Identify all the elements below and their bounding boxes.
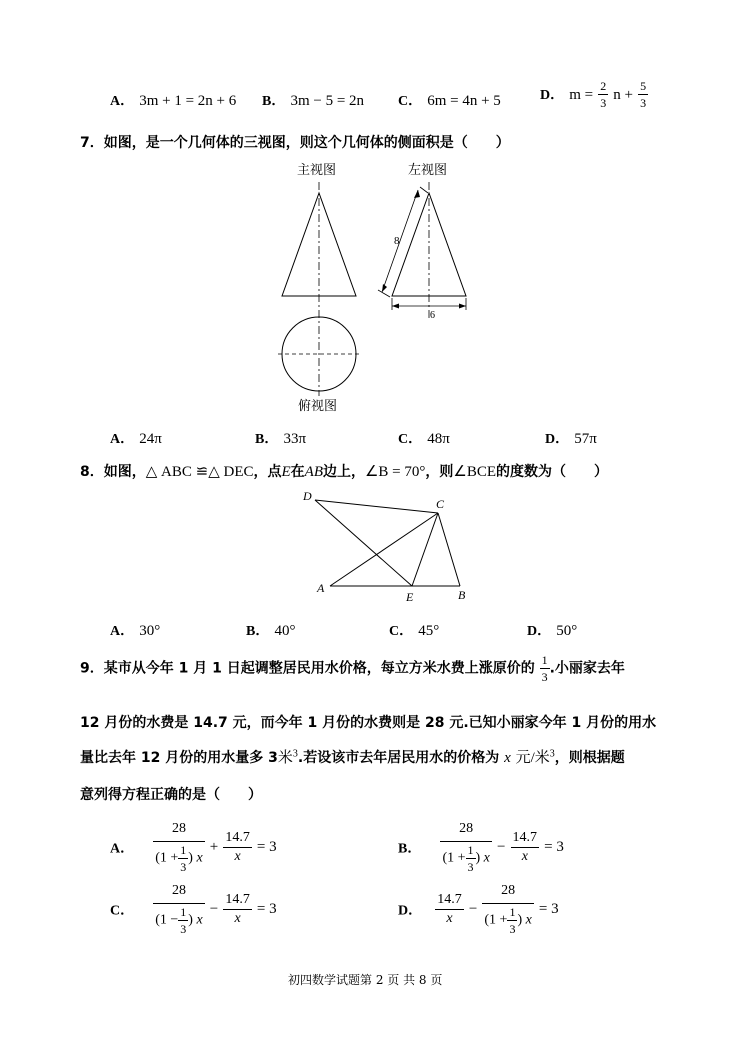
top-view-label: 俯视图 (298, 399, 338, 414)
front-view-label: 主视图 (297, 163, 337, 178)
q9-stem-line1: 9．某市从今年 1 月 1 日起调整居民用水价格，每立方米水费上涨原价的 $\frac{1}{3}$ .小丽家去年 (80, 653, 625, 684)
q6-option-b-text: 3m − 5 = 2n (290, 93, 365, 109)
base-length-label: 6 (430, 310, 435, 321)
page-footer: 初四数学试题第 2 页 共 8 页 (288, 973, 443, 987)
q6-option-d: D． m = $\frac{2}{3}$ n + $\frac{5}{3}$ (540, 79, 647, 110)
left-view-label: 左视图 (408, 163, 448, 178)
q6-option-c: C． 6m = 4n + 5 (398, 93, 501, 109)
segment-de (315, 500, 412, 586)
q9-option-c: C． 28 (1 − $\frac{1}{3}$ ) x − $\frac{14.7}{x}$ = 3 (110, 883, 277, 936)
segment-ec (412, 513, 438, 586)
point-d-label: D (303, 489, 312, 503)
segment-bc (438, 513, 460, 586)
point-e-label: E (406, 590, 414, 604)
q7-option-a: A． 24π (110, 431, 162, 447)
slant-dimension-line (382, 190, 418, 292)
point-b-label: B (458, 588, 466, 602)
q7-option-d: D． 57π (545, 431, 597, 447)
q8-option-d: D． 50° (527, 623, 578, 639)
q9-stem-line3: 量比去年 12 月份的用水量多 3米$^3$.若设该市去年居民用水的价格为 x 元/米$^3$，则根据题 (80, 748, 625, 766)
segment-dc (315, 500, 438, 513)
q8-triangle-figure (300, 488, 480, 604)
q8-option-c: C． 45° (389, 623, 440, 639)
q7-option-b: B． 33π (255, 431, 307, 447)
q9-option-a: A． 28 (1 + $\frac{1}{3}$ ) x + $\frac{14.7}{x}$ = 3 (110, 821, 277, 874)
q8-option-b: B． 40° (246, 623, 296, 639)
q9-option-b: B． 28 (1 + $\frac{1}{3}$ ) x − $\frac{14.7}{x}$ = 3 (398, 821, 564, 874)
q7-stem: 7．如图，是一个几何体的三视图，则这个几何体的侧面积是（ ） (80, 135, 510, 151)
q9-stem-line4: 意列得方程正确的是（ ） (80, 787, 262, 803)
segment-ac (330, 513, 438, 586)
point-c-label: C (436, 497, 445, 511)
q6-option-c-text: 6m = 4n + 5 (427, 93, 501, 109)
q6-option-b: B． 3m − 5 = 2n (262, 93, 365, 109)
q8-stem: 8．如图，△ ABC ≌△ DEC，点E在AB边上，∠B = 70°，则∠BCE的度数为（ ） (80, 464, 609, 480)
q8-option-a: A． 30° (110, 623, 161, 639)
q6-option-a: A． 3m + 1 = 2n + 6 (110, 93, 237, 109)
q9-stem-line2: 12 月份的水费是 14.7 元，而今年 1 月份的水费则是 28 元.已知小丽家今年 1 月份的用水 (80, 715, 657, 731)
q6-option-a-text: 3m + 1 = 2n + 6 (139, 93, 237, 109)
q7-option-c: C． 48π (398, 431, 450, 447)
q9-option-d: D． $\frac{14.7}{x}$ − 28 (1 + $\frac{1}{3}$ ) x = 3 (398, 883, 559, 936)
point-a-label: A (317, 581, 325, 595)
slant-length-label: 8 (394, 235, 400, 247)
q7-three-views-figure (270, 158, 490, 420)
